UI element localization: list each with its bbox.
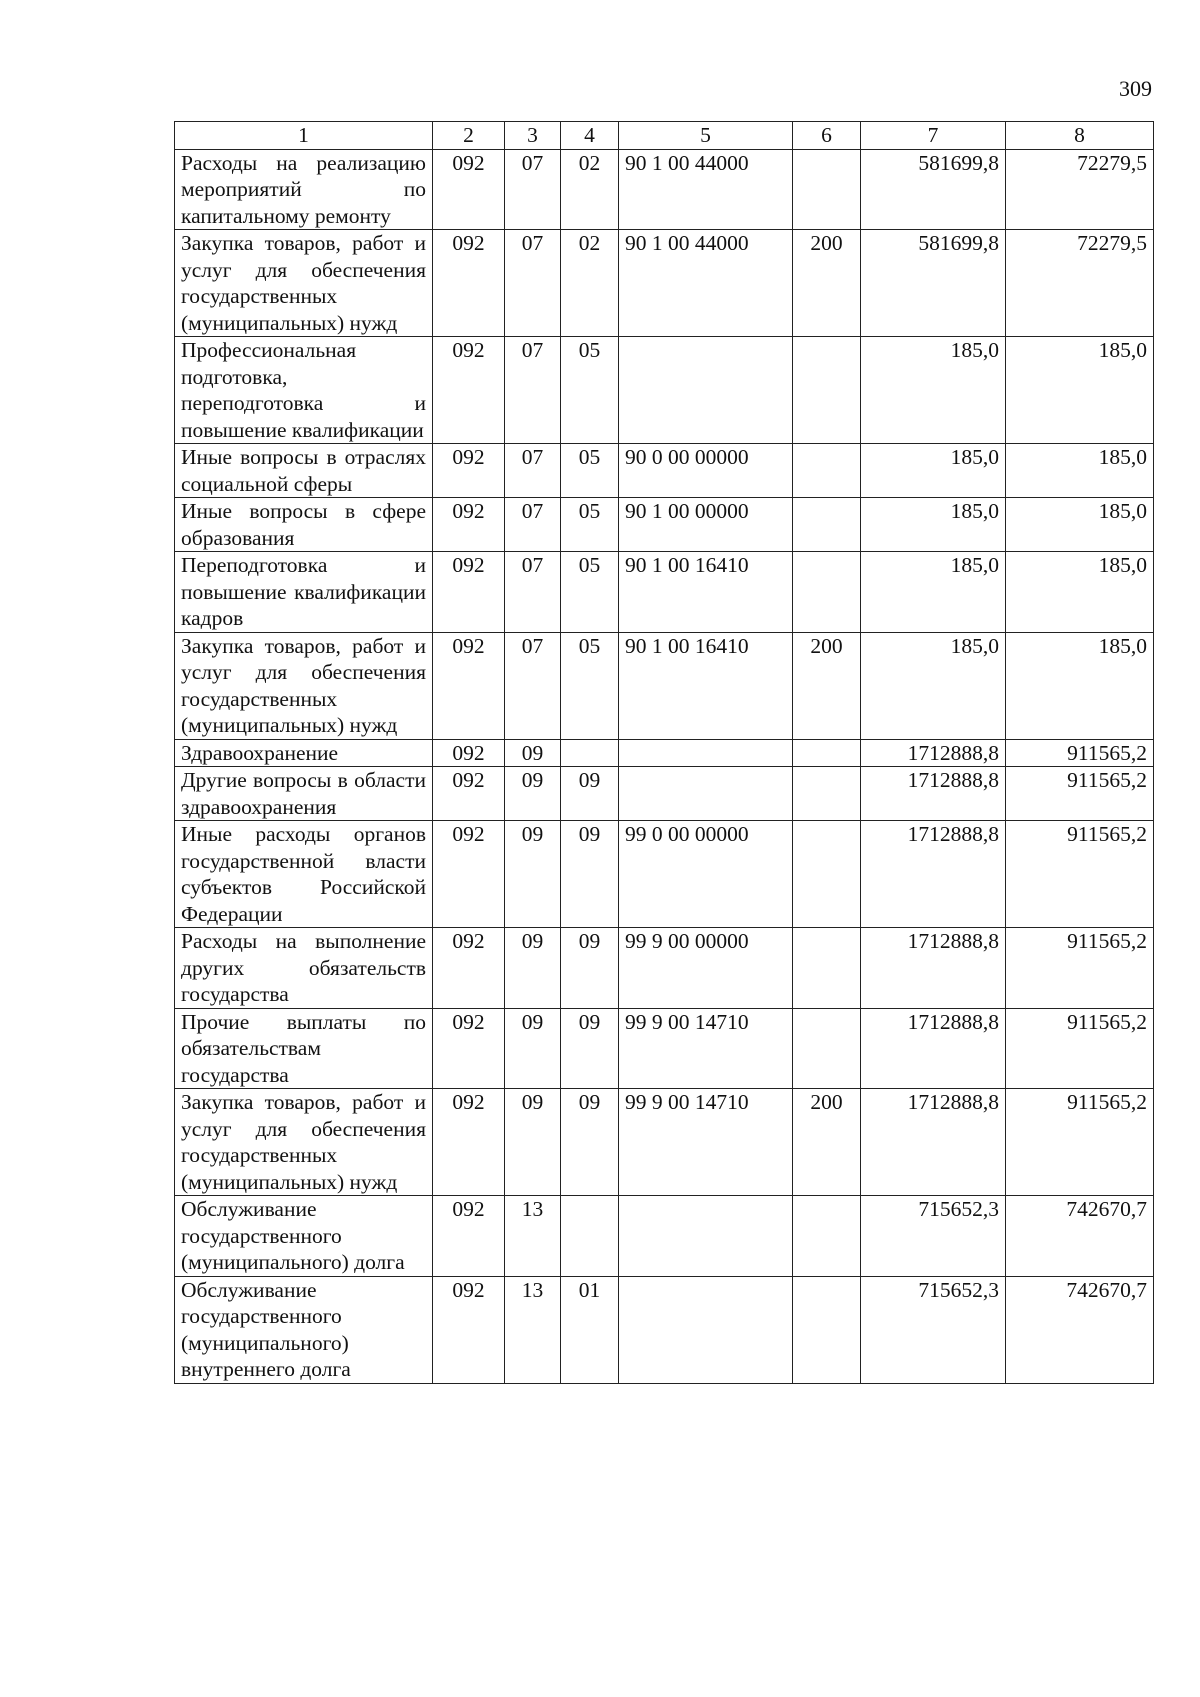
ministry-code-cell: 092 [433, 1008, 505, 1089]
amount-year1-cell: 185,0 [861, 632, 1006, 739]
section-cell: 09 [505, 739, 561, 767]
table-row [175, 1196, 1154, 1277]
section-cell: 09 [505, 1089, 561, 1196]
target-article-cell [619, 1196, 793, 1277]
amount-year2-cell: 72279,5 [1006, 149, 1154, 230]
subsection-cell: 09 [561, 1008, 619, 1089]
amount-year2-cell: 742670,7 [1006, 1196, 1154, 1277]
table-row [175, 767, 1154, 821]
subsection-cell: 09 [561, 767, 619, 821]
amount-year1-cell: 185,0 [861, 552, 1006, 633]
item-name-cell: Расходы на реализацию мероприятий по капитальному ремонту [175, 149, 433, 230]
ministry-code-cell: 092 [433, 498, 505, 552]
expense-type-cell [793, 821, 861, 928]
table-row [175, 928, 1154, 1009]
subsection-cell: 05 [561, 552, 619, 633]
table-row [175, 1089, 1154, 1196]
subsection-cell: 02 [561, 230, 619, 337]
section-cell: 13 [505, 1276, 561, 1383]
item-name-cell: Иные расходы органов государственной власти субъектов Российской Федерации [175, 821, 433, 928]
amount-year2-cell: 185,0 [1006, 632, 1154, 739]
item-name-cell: Прочие выплаты по обязательствам государства [175, 1008, 433, 1089]
ministry-code-cell: 092 [433, 739, 505, 767]
expense-type-cell [793, 1196, 861, 1277]
subsection-cell: 02 [561, 149, 619, 230]
header-row [175, 122, 1154, 150]
target-article-cell [619, 337, 793, 444]
ministry-code-cell: 092 [433, 767, 505, 821]
target-article-cell: 90 1 00 00000 [619, 498, 793, 552]
expense-type-cell [793, 149, 861, 230]
item-name-cell: Другие вопросы в области здравоохранения [175, 767, 433, 821]
subsection-cell: 01 [561, 1276, 619, 1383]
subsection-cell: 09 [561, 928, 619, 1009]
page-number: 309 [1119, 76, 1152, 101]
table-row [175, 337, 1154, 444]
amount-year1-cell: 1712888,8 [861, 739, 1006, 767]
subsection-cell: 09 [561, 1089, 619, 1196]
target-article-cell: 90 1 00 44000 [619, 230, 793, 337]
amount-year2-cell: 911565,2 [1006, 1008, 1154, 1089]
amount-year2-cell: 911565,2 [1006, 928, 1154, 1009]
item-name-cell: Профессиональная подготовка, переподготовка и повышение квалификации [175, 337, 433, 444]
amount-year1-cell: 715652,3 [861, 1196, 1006, 1277]
subsection-cell [561, 1196, 619, 1277]
amount-year1-cell: 1712888,8 [861, 821, 1006, 928]
expense-type-cell [793, 1276, 861, 1383]
ministry-code-cell: 092 [433, 632, 505, 739]
item-name-cell: Иные вопросы в сфере образования [175, 498, 433, 552]
amount-year1-cell: 185,0 [861, 498, 1006, 552]
section-cell: 07 [505, 552, 561, 633]
target-article-cell [619, 739, 793, 767]
item-name-cell: Здравоохранение [175, 739, 433, 767]
item-name-cell: Расходы на выполнение других обязательств государства [175, 928, 433, 1009]
table-row [175, 230, 1154, 337]
amount-year1-cell: 185,0 [861, 444, 1006, 498]
target-article-cell: 99 0 00 00000 [619, 821, 793, 928]
target-article-cell: 99 9 00 14710 [619, 1008, 793, 1089]
amount-year2-cell: 185,0 [1006, 337, 1154, 444]
expense-type-cell [793, 928, 861, 1009]
amount-year1-cell: 1712888,8 [861, 1089, 1006, 1196]
section-cell: 07 [505, 230, 561, 337]
target-article-cell [619, 1276, 793, 1383]
column-header: 4 [561, 122, 619, 150]
column-header: 3 [505, 122, 561, 150]
amount-year1-cell: 185,0 [861, 337, 1006, 444]
expense-type-cell [793, 337, 861, 444]
amount-year2-cell: 72279,5 [1006, 230, 1154, 337]
amount-year1-cell: 581699,8 [861, 230, 1006, 337]
amount-year1-cell: 1712888,8 [861, 767, 1006, 821]
section-cell: 07 [505, 632, 561, 739]
subsection-cell: 05 [561, 337, 619, 444]
target-article-cell: 99 9 00 14710 [619, 1089, 793, 1196]
ministry-code-cell: 092 [433, 1276, 505, 1383]
table-row [175, 739, 1154, 767]
section-cell: 13 [505, 1196, 561, 1277]
ministry-code-cell: 092 [433, 149, 505, 230]
expense-type-cell [793, 739, 861, 767]
expense-type-cell [793, 552, 861, 633]
ministry-code-cell: 092 [433, 1196, 505, 1277]
item-name-cell: Обслуживание государственного (муниципального) внутреннего долга [175, 1276, 433, 1383]
table-row [175, 1276, 1154, 1383]
amount-year2-cell: 911565,2 [1006, 1089, 1154, 1196]
expense-type-cell: 200 [793, 632, 861, 739]
item-name-cell: Иные вопросы в отраслях социальной сферы [175, 444, 433, 498]
section-cell: 09 [505, 821, 561, 928]
table-row [175, 444, 1154, 498]
table-row [175, 821, 1154, 928]
amount-year1-cell: 1712888,8 [861, 1008, 1006, 1089]
ministry-code-cell: 092 [433, 337, 505, 444]
subsection-cell: 05 [561, 498, 619, 552]
table-row [175, 552, 1154, 633]
amount-year2-cell: 742670,7 [1006, 1276, 1154, 1383]
column-header: 8 [1006, 122, 1154, 150]
target-article-cell: 90 1 00 44000 [619, 149, 793, 230]
table-row [175, 149, 1154, 230]
amount-year1-cell: 715652,3 [861, 1276, 1006, 1383]
amount-year2-cell: 185,0 [1006, 552, 1154, 633]
ministry-code-cell: 092 [433, 1089, 505, 1196]
amount-year1-cell: 1712888,8 [861, 928, 1006, 1009]
section-cell: 07 [505, 149, 561, 230]
amount-year2-cell: 185,0 [1006, 498, 1154, 552]
ministry-code-cell: 092 [433, 552, 505, 633]
target-article-cell: 90 1 00 16410 [619, 552, 793, 633]
amount-year2-cell: 911565,2 [1006, 767, 1154, 821]
expense-type-cell [793, 498, 861, 552]
item-name-cell: Закупка товаров, работ и услуг для обеспечения государственных (муниципальных) нужд [175, 632, 433, 739]
amount-year1-cell: 581699,8 [861, 149, 1006, 230]
section-cell: 09 [505, 767, 561, 821]
table-row [175, 632, 1154, 739]
target-article-cell: 99 9 00 00000 [619, 928, 793, 1009]
expense-type-cell: 200 [793, 1089, 861, 1196]
expense-type-cell [793, 1008, 861, 1089]
ministry-code-cell: 092 [433, 821, 505, 928]
item-name-cell: Закупка товаров, работ и услуг для обеспечения государственных (муниципальных) нужд [175, 1089, 433, 1196]
ministry-code-cell: 092 [433, 230, 505, 337]
budget-table [174, 121, 1154, 1384]
item-name-cell: Обслуживание государственного (муниципального) долга [175, 1196, 433, 1277]
expense-type-cell [793, 767, 861, 821]
column-header: 1 [175, 122, 433, 150]
column-header: 6 [793, 122, 861, 150]
section-cell: 09 [505, 1008, 561, 1089]
ministry-code-cell: 092 [433, 928, 505, 1009]
section-cell: 07 [505, 444, 561, 498]
table-row [175, 1008, 1154, 1089]
section-cell: 07 [505, 498, 561, 552]
column-header: 2 [433, 122, 505, 150]
section-cell: 09 [505, 928, 561, 1009]
item-name-cell: Закупка товаров, работ и услуг для обеспечения государственных (муниципальных) нужд [175, 230, 433, 337]
expense-type-cell [793, 444, 861, 498]
amount-year2-cell: 911565,2 [1006, 739, 1154, 767]
table-row [175, 498, 1154, 552]
target-article-cell [619, 767, 793, 821]
column-header: 7 [861, 122, 1006, 150]
target-article-cell: 90 1 00 16410 [619, 632, 793, 739]
column-header: 5 [619, 122, 793, 150]
subsection-cell [561, 739, 619, 767]
section-cell: 07 [505, 337, 561, 444]
expense-type-cell: 200 [793, 230, 861, 337]
amount-year2-cell: 185,0 [1006, 444, 1154, 498]
subsection-cell: 05 [561, 632, 619, 739]
subsection-cell: 09 [561, 821, 619, 928]
ministry-code-cell: 092 [433, 444, 505, 498]
subsection-cell: 05 [561, 444, 619, 498]
amount-year2-cell: 911565,2 [1006, 821, 1154, 928]
item-name-cell: Переподготовка и повышение квалификации кадров [175, 552, 433, 633]
target-article-cell: 90 0 00 00000 [619, 444, 793, 498]
